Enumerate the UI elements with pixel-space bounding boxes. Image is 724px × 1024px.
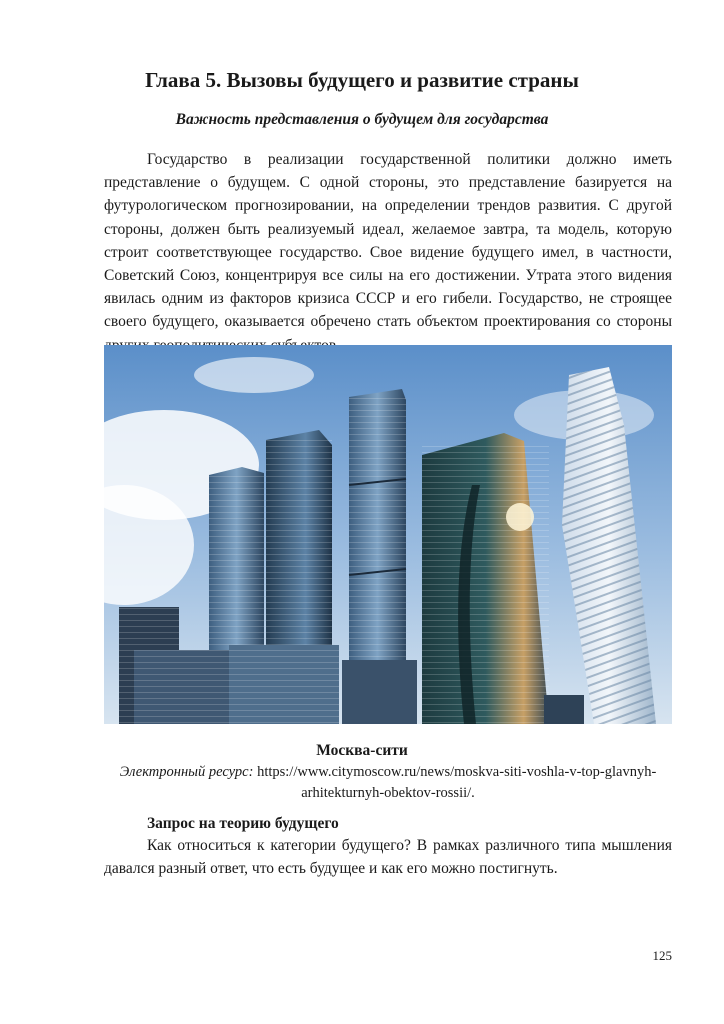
- source-url-link[interactable]: https://www.citymoscow.ru/news/moskva-siti-voshla-v-top-glavnyh-arhitekturnyh-obektov-rossii/.: [257, 764, 657, 801]
- moscow-city-photo: [104, 345, 672, 724]
- body-paragraph-2: Как относиться к категории будущего? В рамках различного типа мышления давался разный ответ, что есть будущее и как его можно постигнуть.: [104, 837, 672, 878]
- page-number: 125: [652, 948, 672, 963]
- figure-caption-title: Москва-сити: [316, 742, 408, 759]
- section-heading: Запрос на теорию будущего: [147, 815, 339, 832]
- body-paragraph-1: Государство в реализации государственной политики должно иметь представление о будущем. С одной стороны, это представление базируется на футурологическом прогнозировании, на определении трендов развития. С другой стороны, должен быть реализуемый идеал, желаемое завтра, та модель, которую строит соответствующее государство. Свое видение будущего имел, в частности, Советский Союз, концентрируя все силы на его достижении. Утрата этого видения явилась одним из факторов кризиса СССР и его гибели. Государство, не строящее своего будущего, оказывается обречено стать объектом проектирования со стороны: [104, 151, 672, 331]
- chapter-title: Глава 5. Вызовы будущего и развитие страны: [145, 68, 579, 92]
- figure-caption-source: [104, 762, 672, 804]
- source-label: Электронный ресурс:: [119, 764, 254, 780]
- section-subtitle: Важность представления о будущем для государства: [175, 111, 549, 128]
